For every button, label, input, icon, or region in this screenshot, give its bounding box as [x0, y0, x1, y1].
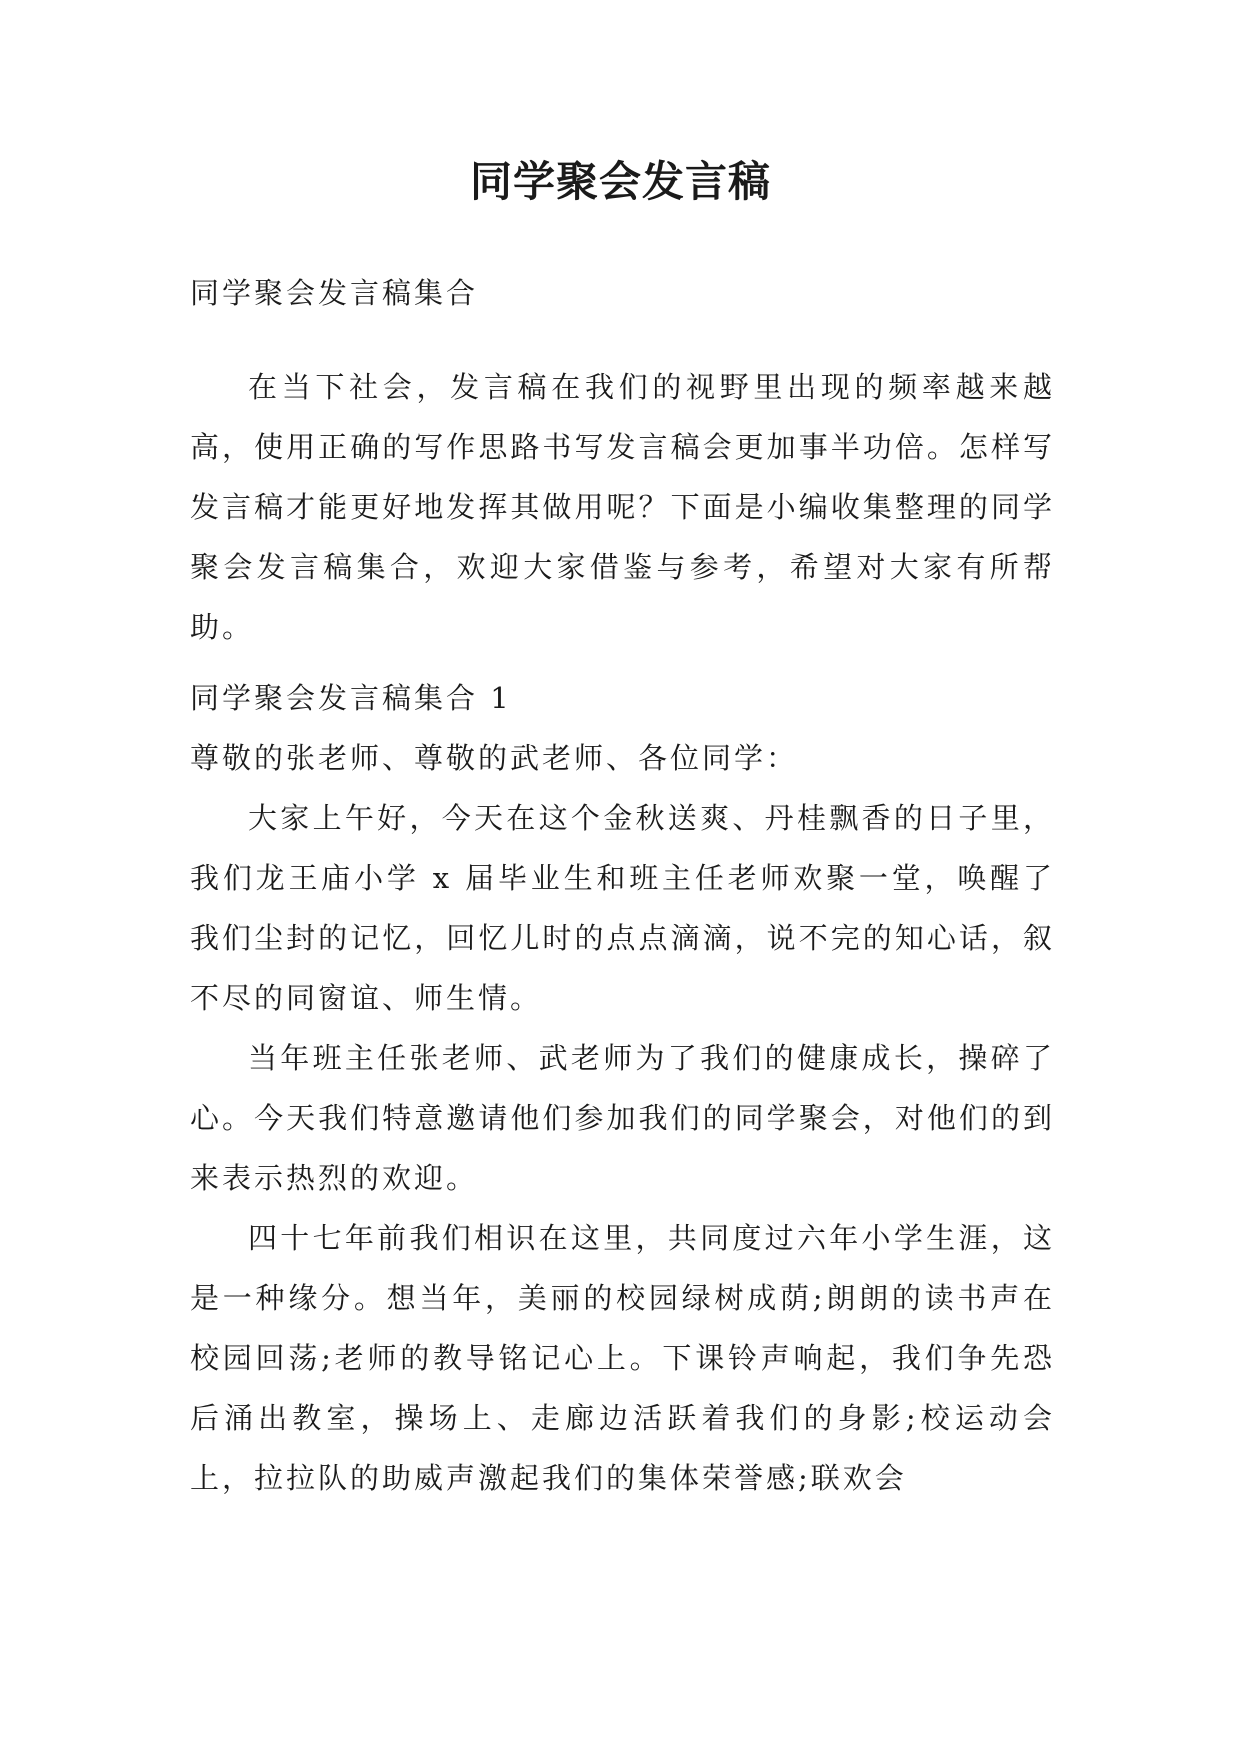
body-paragraph: 大家上午好，今天在这个金秋送爽、丹桂飘香的日子里，我们龙王庙小学 x 届毕业生和班主任老师欢聚一堂，唤醒了我们尘封的记忆，回忆儿时的点点滴滴，说不完的知心话，叙不尽的同窗谊、师生情。: [190, 801, 1055, 1015]
intro-paragraph: 在当下社会，发言稿在我们的视野里出现的频率越来越高，使用正确的写作思路书写发言稿会更加事半功倍。怎样写发言稿才能更好地发挥其做用呢？下面是小编收集整理的同学聚会发言稿集合，欢迎大家借鉴与参考，希望对大家有所帮助。: [190, 370, 1055, 644]
intro-block: [190, 357, 1055, 657]
document-subtitle-block: [190, 263, 1055, 323]
body-paragraph: 当年班主任张老师、武老师为了我们的健康成长，操碎了心。今天我们特意邀请他们参加我们的同学聚会，对他们的到来表示热烈的欢迎。: [190, 1041, 1055, 1195]
body-paragraph: 四十七年前我们相识在这里，共同度过六年小学生涯，这是一种缘分。想当年，美丽的校园绿树成荫;朗朗的读书声在校园回荡;老师的教导铭记心上。下课铃声响起，我们争先恐后涌出教室，操场上、走廊边活跃着我们的身影;校运动会上，拉拉队的助威声激起我们的集体荣誉感;联欢会: [190, 1221, 1055, 1495]
section-heading: 同学聚会发言稿集合 1: [190, 681, 512, 715]
document-title: 同学聚会发言稿: [469, 157, 771, 206]
salutation: 尊敬的张老师、尊敬的武老师、各位同学：: [190, 741, 799, 775]
document-subtitle: 同学聚会发言稿集合: [190, 276, 479, 310]
speech-block: [190, 668, 1055, 1508]
